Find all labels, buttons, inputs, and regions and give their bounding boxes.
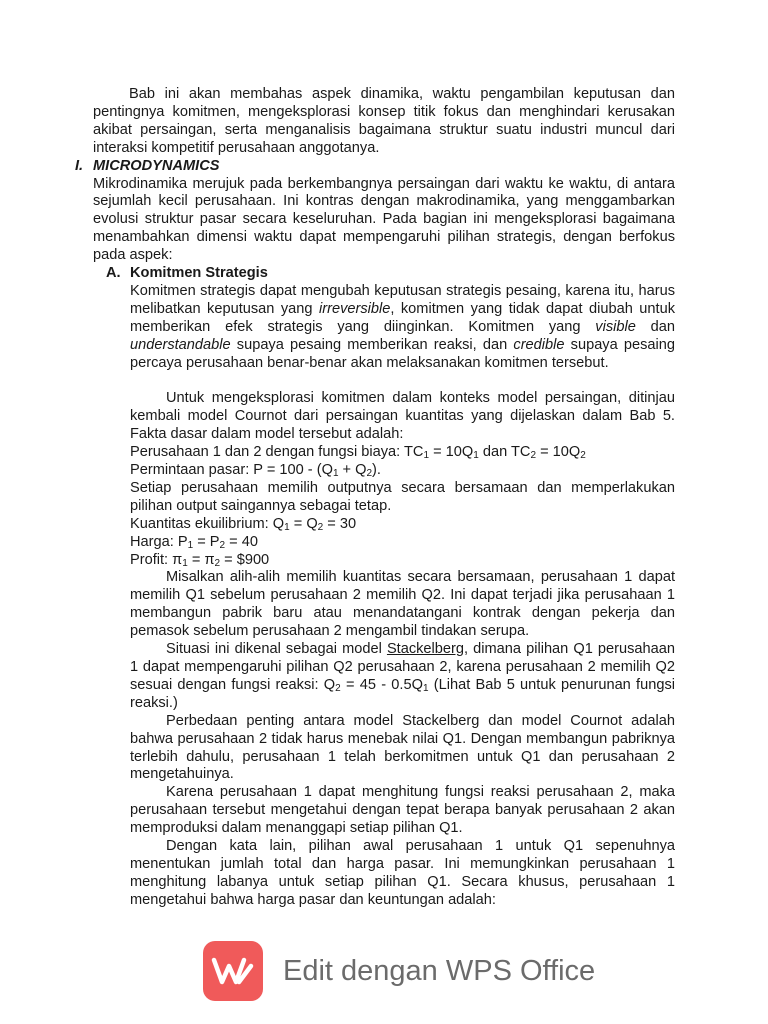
sequential-choice-paragraph: Misalkan alih-alih memilih kuantitas secara bersamaan, perusahaan 1 dapat memilih Q1 sebelum perusahaan 2 memilih Q2. Ini dapat terjadi jika perusahaan 1 membangun pabrik baru atau menandatangani kontrak dengan pekerja dan pemasok sebelum perusahaan 2 mengambil tindakan serupa.: [130, 569, 675, 640]
microdynamics-paragraph: Mikrodinamika merujuk pada berkembangnya persaingan dari waktu ke waktu, di antara sejumlah kecil perusahaan. Ini kontras dengan makrodinamika, yang menggambarkan evolusi struktur pasar secara keseluruhan. Pada bagian ini mengeksplorasi bagaimana menambahkan dimensi waktu dapat mempengaruhi pilihan strategis, dengan berfokus pada aspek:: [93, 175, 675, 264]
market-price-paragraph: Dengan kata lain, pilihan awal perusahaan 1 untuk Q1 sepenuhnya menentukan jumlah total dan harga pasar. Ini memungkinkan perusahaan 1 menghitung labanya untuk setiap pilihan Q1. Secara khusus, perusahaan 1 mengetahui bahwa harga pasar dan keuntungan adalah:: [130, 838, 675, 908]
subsection-title: Komitmen Strategis: [130, 265, 268, 282]
price-line: Harga: $P_1 = P_2 = 40$: [130, 533, 258, 551]
equilibrium-quantity-line: Kuantitas ekuilibrium: $Q_1 = Q_2 = 30$: [130, 515, 357, 533]
subsection-number: A.: [106, 265, 121, 282]
document-body: [75, 86, 676, 910]
difference-paragraph: Perbedaan penting antara model Stackelberg dan model Cournot adalah bahwa perusahaan 2 tidak harus menebak nilai Q1. Dengan membangun pabriknya terlebih dahulu, perusahaan 1 telah berkomitmen untuk Q1 dan perusahaan 2 mengetahuinya.: [130, 712, 675, 783]
paragraph-gap: [130, 373, 675, 391]
section-number: I.: [75, 157, 84, 174]
wps-logo-icon[interactable]: [203, 941, 263, 1001]
stackelberg-link[interactable]: Stackelberg: [386, 641, 465, 658]
cost-function-line: Perusahaan 1 dan 2 dengan fungsi biaya: $TC_1 = 10Q_1$ dan $TC_2 = 10Q_2$: [130, 444, 586, 462]
section-heading-microdynamics: [75, 157, 675, 176]
wps-edit-banner[interactable]: [203, 941, 603, 1001]
cournot-intro-paragraph: Untuk mengeksplorasi komitmen dalam konteks model persaingan, ditinjau kembali model Cournot dari persaingan kuantitas yang dijelaskan dalam Bab 5. Fakta dasar dalam model tersebut adalah:: [130, 390, 675, 443]
wps-edit-label[interactable]: Edit dengan WPS Office: [283, 955, 596, 987]
intro-paragraph: Bab ini akan membahas aspek dinamika, waktu pengambilan keputusan dan pentingnya komitmen, mengeksplorasi konsep titik fokus dan menghindari kerusakan akibat persaingan, serta menganalisis bagaimana struktur suatu industri muncul dari interaksi kompetitif perusahaan anggotanya.: [93, 86, 675, 156]
section-title: MICRODYNAMICS: [93, 157, 220, 174]
subsection-heading-komitmen: [106, 265, 675, 283]
simultaneous-choice-line: Setiap perusahaan memilih outputnya secara bersamaan dan memperlakukan pilihan output saingannya sebagai tetap.: [130, 479, 675, 514]
commitment-paragraph: Komitmen strategis dapat mengubah keputusan strategis pesaing, karena itu, harus melibatkan keputusan yang irreversible, komitmen yang tidak dapat diubah untuk memberikan efek strategis yang diinginkan. Komitmen yang visible dan understandable supaya pesaing memberikan reaksi, dan credible supaya pesaing percaya perusahaan benar-benar akan melaksanakan komitmen tersebut.: [130, 282, 676, 371]
stackelberg-paragraph: Situasi ini dikenal sebagai model Stackelberg, dimana pilihan Q1 perusahaan 1 dapat mempengaruhi pilihan Q2 perusahaan 2, karena perusahaan 2 memilih Q2 sesuai dengan fungsi reaksi: $Q_2 = 45 - 0.5Q_1$ (Lihat Bab 5 untuk penurunan fungsi reaksi.): [130, 641, 676, 711]
demand-line: Permintaan pasar: $P = 100 - (Q_1 + Q_2)$.: [130, 462, 381, 480]
reaction-function-paragraph: Karena perusahaan 1 dapat menghitung fungsi reaksi perusahaan 2, maka perusahaan tersebut mengetahui dengan tepat berapa banyak perusahaan 2 akan memproduksi dalam menanggapi setiap pilihan Q1.: [130, 784, 675, 837]
profit-line: Profit: $\pi_1 = \pi_2$ = $900: [130, 551, 270, 569]
subsection-content: [130, 283, 675, 910]
